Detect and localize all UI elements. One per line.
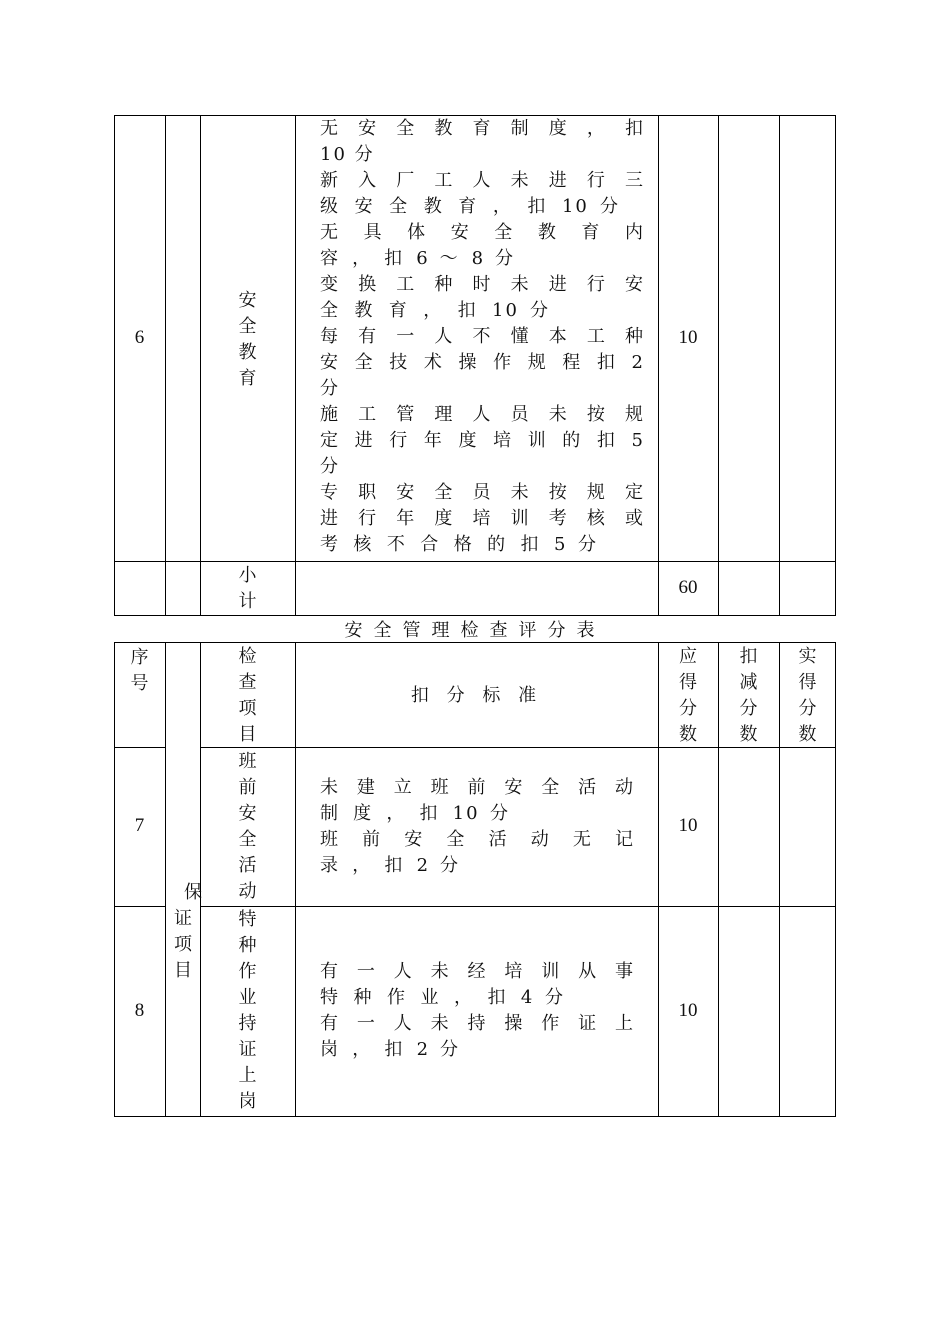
row-8-item — [200, 907, 295, 1115]
row-6-score: 10 — [678, 327, 698, 348]
criteria-line: 制 度 ， 扣 10 分 — [320, 803, 510, 824]
table-1-col-line — [658, 115, 659, 616]
header-char: 序 — [130, 647, 149, 668]
criteria-line: 进 行 年 度 培 训 考 核 或 — [320, 508, 645, 529]
row-7-score: 10 — [678, 815, 698, 836]
item-char: 业 — [238, 987, 257, 1008]
criteria-line: 10 分 — [320, 144, 375, 165]
table-1-col-line — [295, 115, 296, 616]
item-char: 班 — [238, 751, 257, 772]
item-char: 持 — [238, 1013, 257, 1034]
table-1-row-line — [114, 561, 836, 562]
criteria-line: 每 有 一 人 不 懂 本 工 种 — [320, 326, 645, 347]
item-char: 活 — [238, 855, 257, 876]
criteria-line: 考 核 不 合 格 的 扣 5 分 — [320, 534, 598, 555]
criteria-line: 安 全 技 术 操 作 规 程 扣 2 — [320, 352, 645, 373]
row-7-criteria — [320, 775, 635, 879]
header-criteria: 扣 分 标 准 — [410, 685, 543, 706]
criteria-line: 无 具 体 安 全 教 育 内 — [320, 222, 645, 243]
row-8-score: 10 — [678, 1000, 698, 1021]
item-char: 前 — [238, 777, 257, 798]
header-should-score — [658, 644, 718, 748]
table-2-col-line — [165, 642, 166, 1117]
criteria-line: 班 前 安 全 活 动 无 记 — [320, 829, 635, 850]
header-char: 数 — [739, 724, 758, 745]
header-char: 分 — [679, 698, 697, 719]
criteria-line: 级 安 全 教 育 ， 扣 10 分 — [320, 196, 620, 217]
page-title: 安全管理检查评分表 — [344, 620, 606, 641]
header-deduct-score — [718, 644, 779, 748]
row-8-criteria — [320, 959, 635, 1063]
criteria-line: 变 换 工 种 时 未 进 行 安 — [320, 274, 645, 295]
item-char: 岗 — [238, 1091, 257, 1112]
criteria-line: 施 工 管 理 人 员 未 按 规 — [320, 404, 645, 425]
row-7-number: 7 — [134, 815, 145, 836]
item-char: 作 — [238, 961, 257, 982]
header-item — [200, 644, 295, 748]
header-char: 实 — [798, 646, 817, 667]
group-char: 项 — [174, 934, 192, 955]
row-6-number: 6 — [134, 327, 145, 348]
header-char: 得 — [798, 672, 817, 693]
table-1-col-line — [779, 115, 780, 616]
header-char: 分 — [739, 698, 758, 719]
criteria-line: 岗 ， 扣 2 分 — [320, 1039, 460, 1060]
header-char: 应 — [679, 646, 697, 667]
criteria-line: 全 教 育 ， 扣 10 分 — [320, 300, 550, 321]
group-char: 保 — [184, 882, 202, 903]
item-char: 全 — [238, 316, 257, 337]
criteria-line: 容 ， 扣 6 ～ 8 分 — [320, 248, 515, 269]
header-char: 查 — [238, 672, 257, 693]
item-char: 证 — [238, 1039, 257, 1060]
subtotal-char: 计 — [238, 591, 257, 612]
criteria-line: 录 ， 扣 2 分 — [320, 855, 460, 876]
table-2-col-line — [295, 642, 296, 1117]
item-char: 教 — [238, 342, 257, 363]
criteria-line: 新 入 厂 工 人 未 进 行 三 — [320, 170, 645, 191]
row-8-number: 8 — [134, 1000, 145, 1021]
table-2-row-line — [114, 747, 165, 748]
item-char: 动 — [238, 881, 257, 902]
criteria-line: 专 职 安 全 员 未 按 规 定 — [320, 482, 645, 503]
header-char: 减 — [739, 672, 758, 693]
item-char: 特 — [238, 909, 257, 930]
item-char: 上 — [238, 1065, 257, 1086]
item-char: 种 — [238, 935, 257, 956]
table-1-col-line — [718, 115, 719, 616]
criteria-line: 有 一 人 未 持 操 作 证 上 — [320, 1013, 635, 1034]
header-char: 扣 — [739, 646, 758, 667]
header-char: 分 — [798, 698, 817, 719]
criteria-line: 有 一 人 未 经 培 训 从 事 — [320, 961, 635, 982]
header-number — [114, 645, 165, 697]
criteria-line: 分 — [320, 456, 340, 477]
table-1-col-line — [165, 115, 166, 616]
row-7-item — [200, 749, 295, 905]
header-actual-score — [779, 644, 836, 748]
row-6-criteria — [320, 116, 645, 558]
item-char: 全 — [238, 829, 257, 850]
header-char: 数 — [679, 724, 697, 745]
criteria-line: 定 进 行 年 度 培 训 的 扣 5 — [320, 430, 645, 451]
header-char: 检 — [238, 646, 257, 667]
item-char: 育 — [238, 368, 257, 389]
row-6-item — [200, 288, 295, 392]
criteria-line: 分 — [320, 378, 340, 399]
subtotal-char: 小 — [238, 565, 257, 586]
criteria-line: 无 安 全 教 育 制 度 ， 扣 — [320, 118, 645, 139]
header-char: 号 — [130, 673, 149, 694]
table-2-row-line — [200, 906, 836, 907]
item-char: 安 — [238, 290, 257, 311]
group-char: 证 — [174, 908, 192, 929]
item-char: 安 — [238, 803, 257, 824]
subtotal-label — [200, 563, 295, 615]
header-char: 得 — [679, 672, 697, 693]
header-char: 数 — [798, 724, 817, 745]
criteria-line: 特 种 作 业 ， 扣 4 分 — [320, 987, 565, 1008]
header-char: 目 — [238, 724, 257, 745]
criteria-line: 未 建 立 班 前 安 全 活 动 — [320, 777, 635, 798]
group-char: 目 — [174, 960, 192, 981]
subtotal-score: 60 — [678, 577, 698, 598]
header-char: 项 — [238, 698, 257, 719]
